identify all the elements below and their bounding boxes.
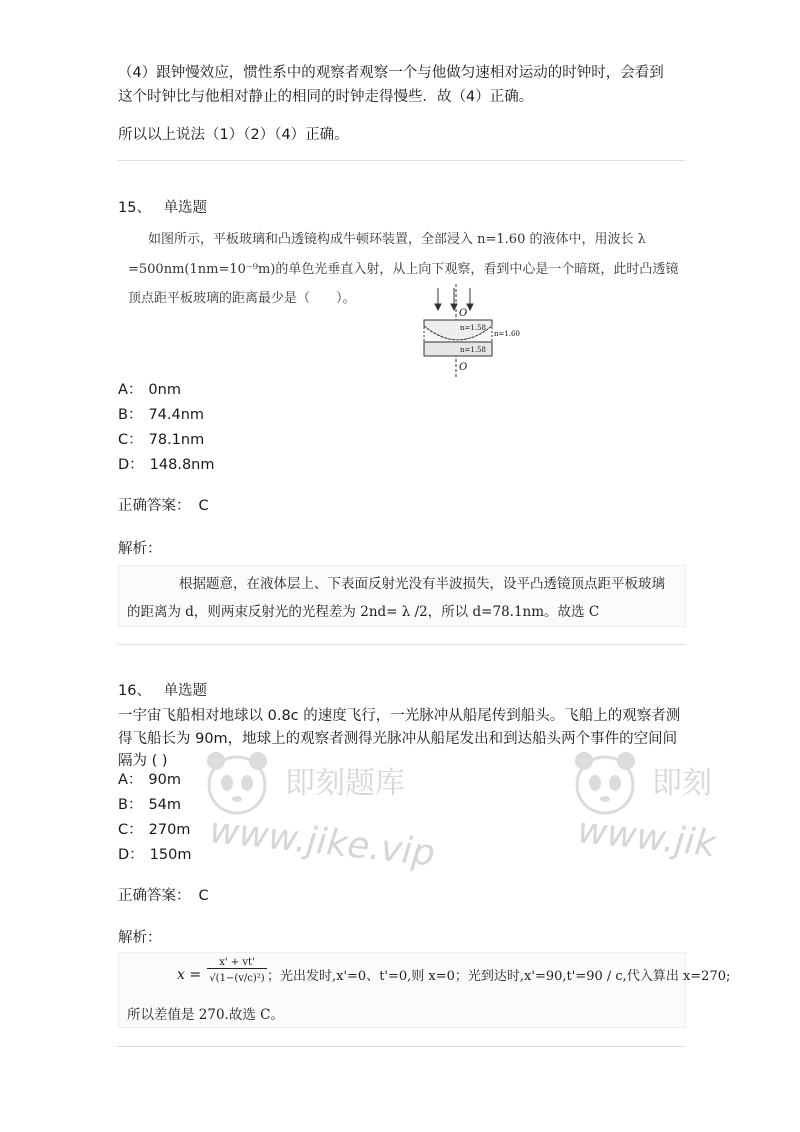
q16-analysis-line-2: 所以差值是 270.故选 C。 bbox=[127, 1007, 284, 1023]
q15-option-c[interactable]: C： 78.1nm bbox=[118, 432, 205, 448]
q16-option-b[interactable]: B： 54m bbox=[118, 797, 182, 813]
plate-n-label: n=1.58 bbox=[460, 346, 486, 354]
q15-stem-line-3: 顶点距平板玻璃的距离最少是（ ）。 bbox=[128, 291, 356, 306]
q16-answer: 正确答案： C bbox=[118, 888, 209, 904]
watermark-brand-partial: 即刻 bbox=[652, 766, 712, 801]
newton-rings-figure bbox=[418, 284, 528, 378]
lens-n-label: n=1.58 bbox=[460, 324, 486, 332]
panda-watermark-icon bbox=[568, 745, 642, 819]
watermark-url-partial: www.jik bbox=[575, 810, 718, 866]
q15-stem-image bbox=[118, 228, 688, 378]
q16-stem-line-3: 隔为 ( ) bbox=[118, 753, 168, 769]
watermark-brand: 即刻题库 bbox=[285, 766, 405, 801]
q15-option-d[interactable]: D： 148.8nm bbox=[118, 457, 215, 473]
divider bbox=[117, 160, 685, 161]
light-arrow-head bbox=[467, 304, 473, 310]
panda-watermark-icon bbox=[200, 745, 274, 819]
formula-numerator: x' + vt' bbox=[207, 957, 267, 969]
q16-option-a[interactable]: A： 90m bbox=[118, 772, 181, 788]
light-arrow-head bbox=[435, 304, 441, 310]
q15-answer: 正确答案： C bbox=[118, 498, 209, 514]
q16-option-d[interactable]: D： 150m bbox=[118, 847, 192, 863]
divider bbox=[117, 1046, 685, 1047]
q16-header bbox=[118, 680, 207, 703]
q15-option-b[interactable]: B： 74.4nm bbox=[118, 407, 205, 423]
q16-analysis-line-1: ；光出发时,x'=0、t'=0,则 x=0；光到达时,x'=90,t'=90 / c,代入算出 x=270; bbox=[267, 969, 731, 984]
q15-type: 单选题 bbox=[163, 200, 208, 216]
bottom-o-label: O bbox=[459, 362, 468, 373]
q15-analysis-label: 解析： bbox=[118, 541, 162, 557]
divider bbox=[117, 644, 685, 645]
q15-number: 15、 bbox=[118, 200, 151, 216]
q15-analysis-image bbox=[118, 565, 686, 627]
q15-stem-line-1: 如图所示，平板玻璃和凸透镜构成牛顿环装置，全部浸入 n=1.60 的液体中，用波长 λ bbox=[148, 232, 646, 247]
liquid-n-label: n=1.60 bbox=[494, 330, 520, 338]
q16-option-c[interactable]: C： 270m bbox=[118, 822, 191, 838]
q16-number: 16、 bbox=[118, 683, 151, 699]
formula-lhs: x = bbox=[177, 967, 202, 983]
q15-stem-line-2: =500nm(1nm=10⁻⁹m)的单色光垂直入射，从上向下观察，看到中心是一个暗斑，此时凸透镜 bbox=[128, 262, 679, 277]
formula-denominator: √(1−(v/c)²) bbox=[209, 973, 265, 984]
q16-stem-line-2: 得飞船长为 90m，地球上的观察者测得光脉冲从船尾发出和到达船头两个事件的空间间 bbox=[118, 731, 678, 747]
q16-analysis-label: 解析： bbox=[118, 930, 162, 946]
q15-header bbox=[118, 197, 207, 220]
prev-analysis-line-2: 这个时钟比与他相对静止的相同的时钟走得慢些．故（4）正确。 bbox=[118, 89, 534, 105]
q16-analysis-image bbox=[118, 952, 731, 1028]
q15-analysis-line-2: 的距离为 d，则两束反射光的光程差为 2nd= λ /2，所以 d=78.1nm。故选 C bbox=[127, 604, 600, 620]
q15-option-a[interactable]: A： 0nm bbox=[118, 382, 181, 398]
top-o-label: O bbox=[459, 308, 468, 319]
q16-type: 单选题 bbox=[163, 683, 208, 699]
q15-analysis-line-1: 根据题意，在液体层上、下表面反射光没有半波损失，设平凸透镜顶点距平板玻璃 bbox=[179, 576, 665, 592]
q16-stem-line-1: 一宇宙飞船相对地球以 0.8c 的速度飞行，一光脉冲从船尾传到船头。飞船上的观察者测 bbox=[118, 708, 681, 724]
prev-analysis-line-1: （4）跟钟慢效应，惯性系中的观察者观察一个与他做匀速相对运动的时钟时，会看到 bbox=[118, 65, 664, 81]
prev-conclusion: 所以以上说法（1）（2）（4）正确。 bbox=[118, 127, 349, 143]
watermark-url: www.jike.vip bbox=[207, 810, 437, 875]
